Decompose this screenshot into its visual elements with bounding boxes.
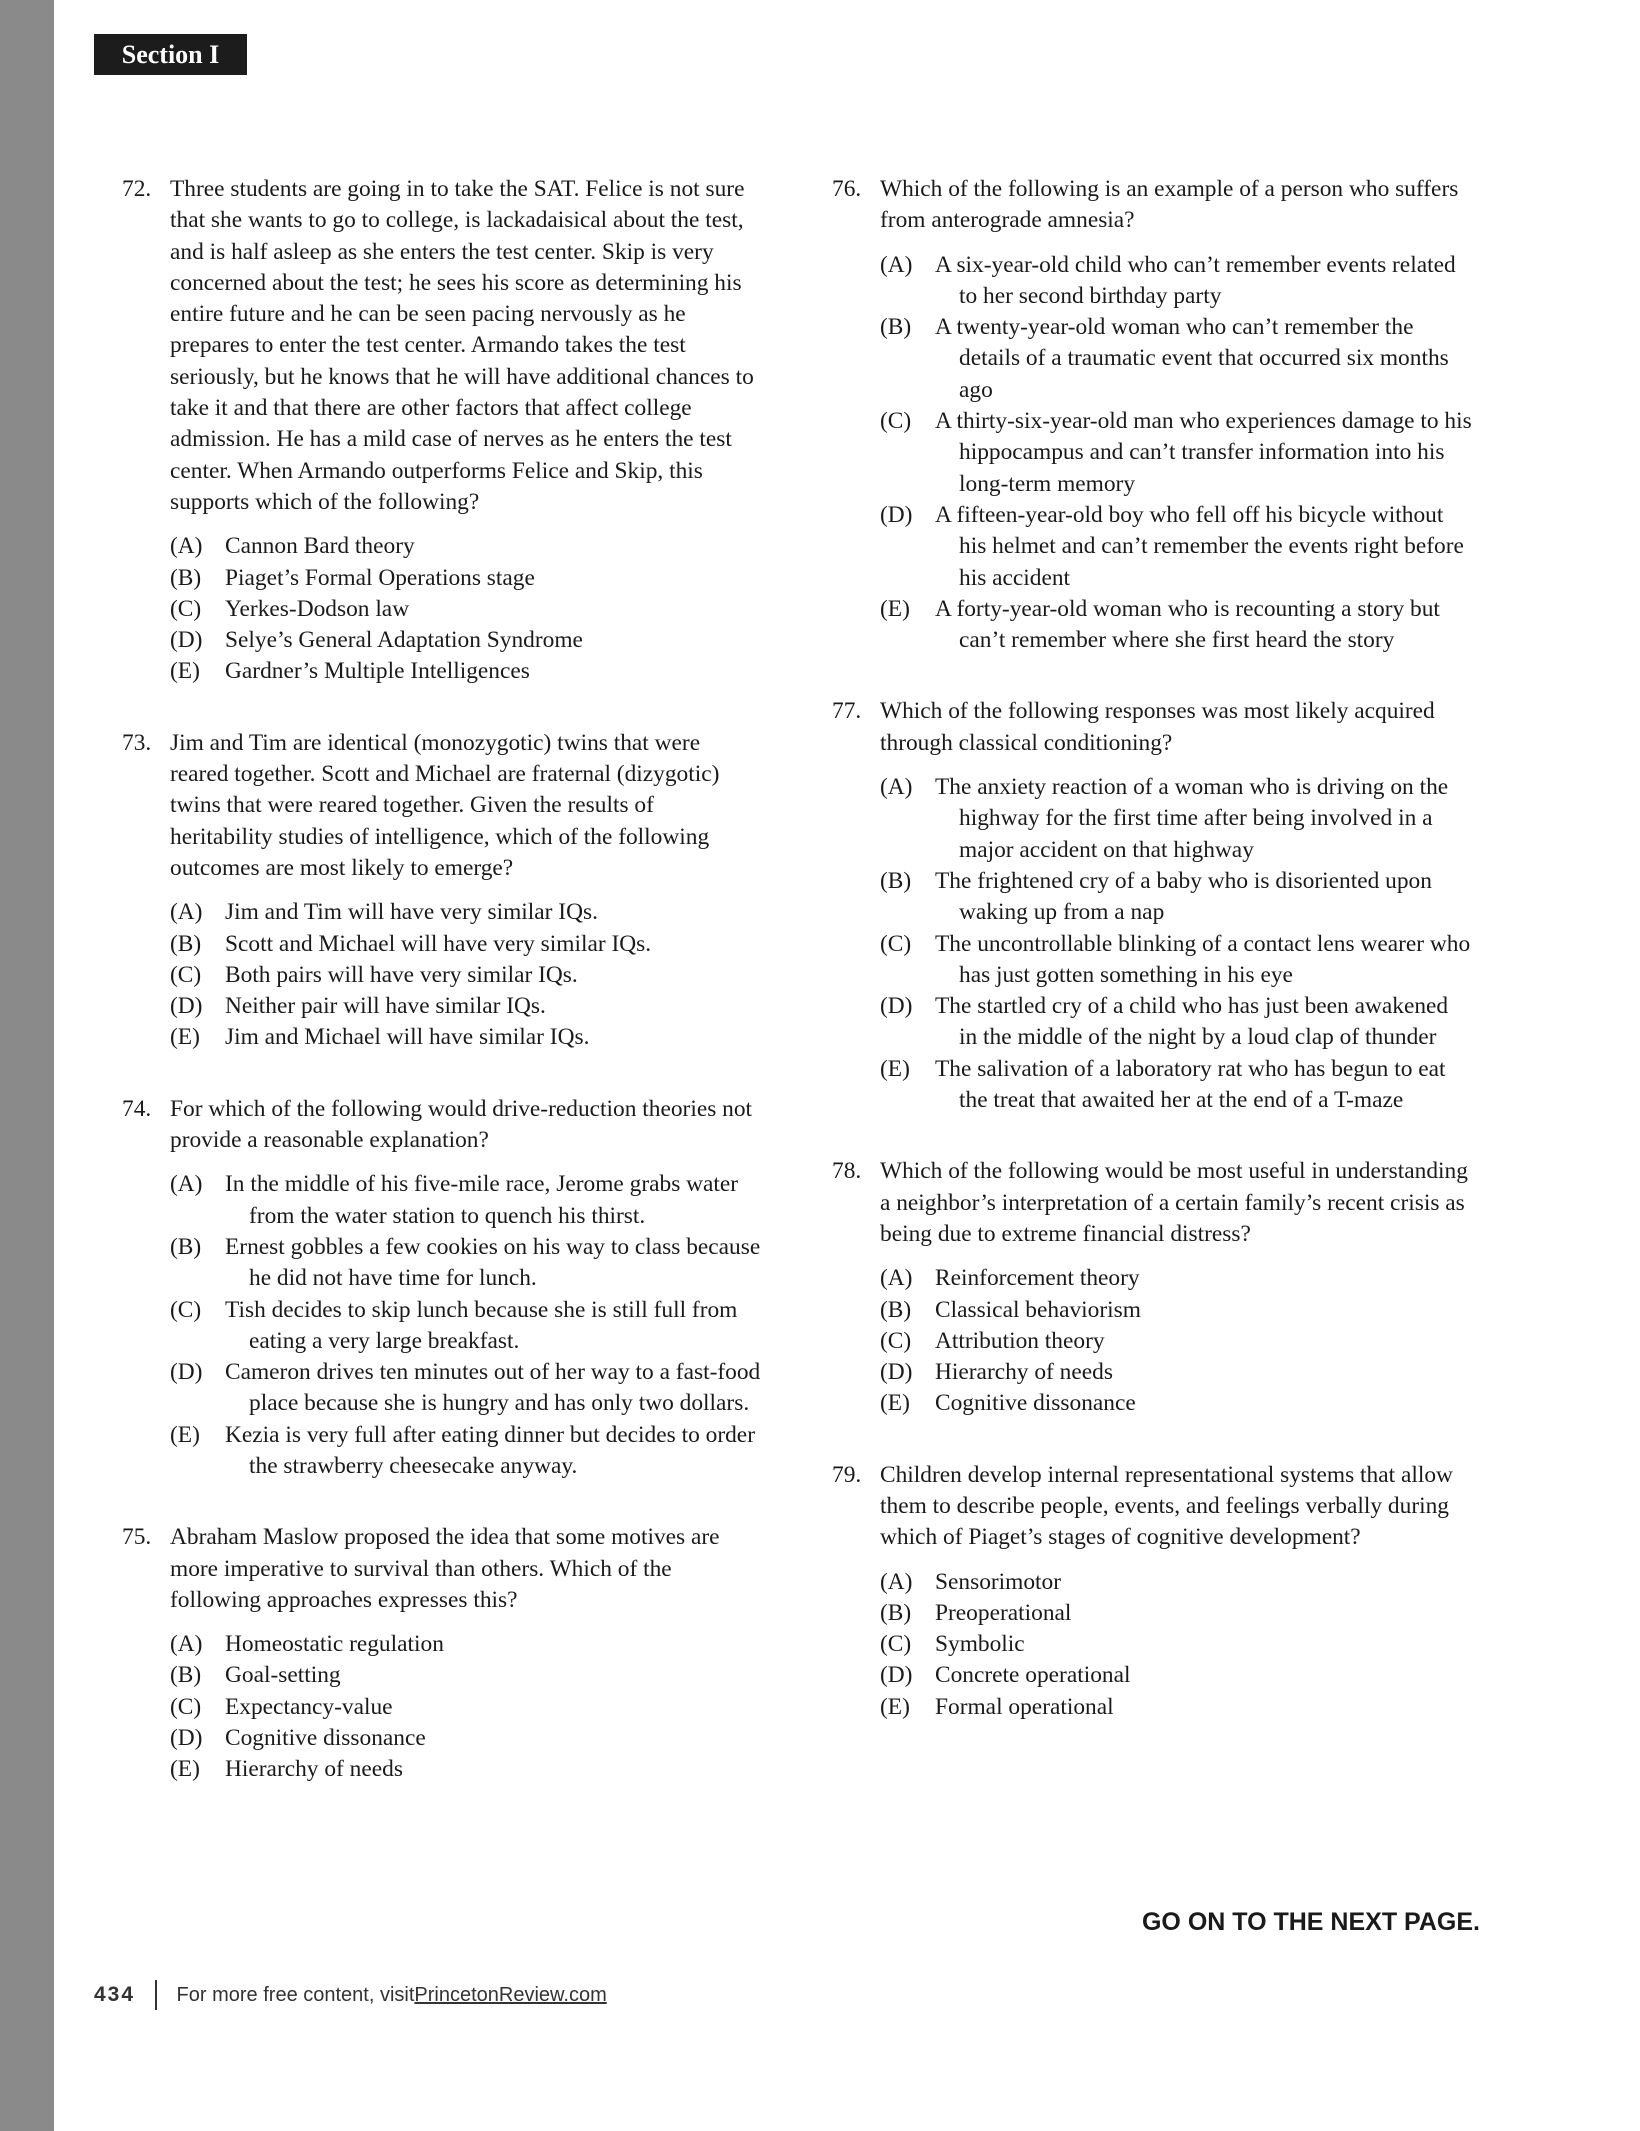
choice-letter: (B) — [170, 564, 202, 591]
answer-choice[interactable] — [170, 1357, 762, 1420]
choice-text: Attribution theory — [935, 1327, 1105, 1354]
answer-choices — [170, 1629, 762, 1785]
choice-letter: (B) — [880, 1599, 912, 1626]
choice-letter: (D) — [170, 993, 203, 1020]
right-column — [832, 174, 1472, 1763]
answer-choice[interactable] — [880, 1598, 1472, 1629]
choice-text: The uncontrollable blinking of a contact lens wearer who has just gotten something in his eye — [935, 930, 1471, 988]
choice-text: Goal-setting — [225, 1662, 341, 1689]
choice-letter: (B) — [170, 1233, 202, 1260]
choice-letter: (C) — [170, 1296, 202, 1323]
choice-letter: (A) — [170, 899, 203, 926]
question-79 — [832, 1460, 1472, 1723]
choice-text: Scott and Michael will have very similar IQs. — [225, 930, 652, 957]
choice-letter: (D) — [880, 1662, 913, 1689]
answer-choice[interactable] — [880, 406, 1472, 500]
question-stem: Which of the following would be most useful in understanding a neighbor’s interpretation of a certain family’s recent crisis as being due to extreme financial distress? — [880, 1158, 1468, 1247]
choice-text: Both pairs will have very similar IQs. — [225, 961, 578, 988]
choice-letter: (A) — [170, 533, 203, 560]
choice-letter: (D) — [170, 1359, 203, 1386]
choice-letter: (E) — [880, 1693, 910, 1720]
choice-text: A forty-year-old woman who is recounting a story but can’t remember where she first heard the story — [935, 595, 1440, 654]
choice-letter: (B) — [880, 1296, 912, 1323]
page-number: 434 — [94, 1983, 136, 2006]
question-stem: Jim and Tim are identical (monozygotic) twins that were reared together. Scott and Michael are fraternal (dizygotic) twins that were reared together. Given the results of heritability studies of intelligence, which of the following outcomes are most likely to emerge? — [170, 729, 720, 881]
choice-text: Jim and Tim will have very similar IQs. — [225, 899, 598, 926]
answer-choices — [170, 1169, 762, 1482]
question-73 — [122, 728, 762, 1054]
answer-choice[interactable] — [170, 991, 762, 1022]
choice-letter: (E) — [880, 1390, 910, 1417]
question-75 — [122, 1522, 762, 1785]
choice-text: The startled cry of a child who has just been awakened in the middle of the night by a loud clap of thunder — [935, 993, 1449, 1051]
answer-choice[interactable] — [880, 1567, 1472, 1598]
answer-choice[interactable] — [170, 1660, 762, 1691]
choice-text: Cannon Bard theory — [225, 533, 415, 560]
answer-choice[interactable] — [880, 866, 1472, 929]
answer-choice[interactable] — [170, 897, 762, 928]
answer-choice[interactable] — [880, 1660, 1472, 1691]
answer-choice[interactable] — [880, 500, 1472, 594]
answer-choice[interactable] — [170, 1754, 762, 1785]
answer-choice[interactable] — [170, 1420, 762, 1483]
choice-text: A twenty-year-old woman who can’t remember the details of a traumatic event that occurred six months ago — [935, 314, 1449, 403]
answer-choice[interactable] — [170, 929, 762, 960]
choice-text: A six-year-old child who can’t remember events related to her second birthday party — [935, 251, 1456, 309]
side-margin-bar — [0, 0, 54, 2131]
footer-text: For more free content, visit — [176, 1983, 415, 2006]
answer-choices — [170, 897, 762, 1053]
choice-letter: (D) — [880, 993, 913, 1020]
question-number: 76. — [832, 176, 862, 202]
answer-choice[interactable] — [880, 312, 1472, 406]
choice-letter: (B) — [170, 1662, 202, 1689]
choice-text: The anxiety reaction of a woman who is driving on the highway for the first time after being involved in a major accident on that highway — [935, 774, 1449, 863]
choice-letter: (C) — [170, 961, 202, 988]
choice-text: Kezia is very full after eating dinner but decides to order the strawberry cheesecake anyway. — [225, 1421, 755, 1479]
answer-choice[interactable] — [170, 594, 762, 625]
question-stem: Which of the following is an example of a person who suffers from anterograde amnesia? — [880, 176, 1459, 234]
choice-text: Classical behaviorism — [935, 1296, 1141, 1323]
choice-text: Selye’s General Adaptation Syndrome — [225, 627, 583, 654]
choice-text: Expectancy-value — [225, 1693, 393, 1720]
choice-text: Jim and Michael will have similar IQs. — [225, 1024, 590, 1051]
choice-text: Reinforcement theory — [935, 1265, 1140, 1292]
choice-letter: (A) — [170, 1171, 203, 1198]
question-72 — [122, 174, 762, 688]
question-74 — [122, 1094, 762, 1483]
answer-choice[interactable] — [170, 1169, 762, 1232]
question-number: 77. — [832, 698, 862, 725]
choice-letter: (E) — [170, 1421, 200, 1448]
question-76 — [832, 174, 1472, 656]
choice-letter: (E) — [170, 1756, 200, 1783]
question-stem: Children develop internal representational systems that allow them to describe people, events, and feelings verbally during which of Piaget’s stages of cognitive development? — [880, 1461, 1453, 1551]
choice-text: A thirty-six-year-old man who experiences damage to his hippocampus and can’t transfer information into his long-term memory — [935, 408, 1472, 497]
footer-link[interactable]: PrincetonReview.com — [414, 1983, 607, 2006]
choice-letter: (C) — [880, 1327, 912, 1354]
answer-choice[interactable] — [880, 1388, 1472, 1419]
question-77 — [832, 696, 1472, 1116]
choice-letter: (A) — [170, 1631, 203, 1658]
choice-text: Formal operational — [935, 1693, 1114, 1720]
answer-choice[interactable] — [880, 929, 1472, 992]
answer-choice[interactable] — [880, 1629, 1472, 1660]
answer-choice[interactable] — [170, 531, 762, 562]
question-number: 75. — [122, 1524, 152, 1551]
choice-text: In the middle of his five-mile race, Jerome grabs water from the water station to quench his thirst. — [225, 1171, 739, 1229]
answer-choice[interactable] — [170, 960, 762, 991]
choice-text: Neither pair will have similar IQs. — [225, 993, 546, 1020]
answer-choice[interactable] — [880, 991, 1472, 1054]
answer-choices — [170, 531, 762, 687]
answer-choice[interactable] — [170, 1295, 762, 1358]
choice-letter: (B) — [170, 930, 202, 957]
question-stem: Abraham Maslow proposed the idea that some motives are more imperative to survival than others. Which of the following approaches expresses this? — [170, 1524, 720, 1613]
choice-text: Concrete operational — [935, 1662, 1131, 1689]
answer-choices — [880, 1567, 1472, 1723]
answer-choice[interactable] — [880, 1692, 1472, 1723]
go-on-next-page: GO ON TO THE NEXT PAGE. — [1141, 1908, 1480, 1936]
choice-text: Cognitive dissonance — [935, 1390, 1136, 1417]
answer-choice[interactable] — [880, 1295, 1472, 1326]
choice-letter: (E) — [880, 595, 910, 622]
choice-letter: (E) — [170, 1024, 200, 1051]
choice-text: Tish decides to skip lunch because she is still full from eating a very large breakfast. — [225, 1296, 738, 1354]
question-number: 74. — [122, 1095, 152, 1122]
question-78 — [832, 1156, 1472, 1419]
choice-letter: (C) — [170, 595, 202, 622]
answer-choice[interactable] — [170, 625, 762, 656]
choice-text: Preoperational — [935, 1599, 1072, 1626]
choice-letter: (B) — [880, 314, 912, 341]
choice-text: The frightened cry of a baby who is disoriented upon waking up from a nap — [935, 867, 1432, 926]
answer-choices — [880, 1263, 1472, 1419]
choice-letter: (A) — [880, 1568, 913, 1595]
choice-letter: (D) — [170, 627, 203, 654]
answer-choices — [880, 772, 1472, 1116]
question-stem: For which of the following would drive-reduction theories not provide a reasonable explanation? — [170, 1095, 753, 1154]
answer-choice[interactable] — [170, 1232, 762, 1295]
choice-letter: (C) — [880, 930, 912, 957]
choice-text: Hierarchy of needs — [935, 1359, 1113, 1386]
answer-choice[interactable] — [880, 772, 1472, 866]
choice-letter: (A) — [880, 774, 913, 801]
answer-choice[interactable] — [880, 1326, 1472, 1357]
choice-text: Hierarchy of needs — [225, 1756, 403, 1783]
answer-choice[interactable] — [880, 250, 1472, 313]
answer-choice[interactable] — [880, 1263, 1472, 1294]
page-footer — [94, 1978, 607, 2012]
choice-letter: (D) — [880, 1359, 913, 1386]
answer-choice[interactable] — [170, 1723, 762, 1754]
answer-choice[interactable] — [170, 1629, 762, 1660]
question-number: 78. — [832, 1158, 862, 1185]
answer-choice[interactable] — [170, 563, 762, 594]
answer-choice[interactable] — [170, 656, 762, 687]
choice-text: Piaget’s Formal Operations stage — [225, 564, 535, 591]
answer-choices — [880, 250, 1472, 657]
choice-text: A fifteen-year-old boy who fell off his bicycle without his helmet and can’t remember the events right before his accident — [935, 501, 1464, 591]
choice-text: Ernest gobbles a few cookies on his way to class because he did not have time for lunch. — [225, 1233, 761, 1292]
left-column — [122, 174, 762, 1826]
choice-text: Yerkes-Dodson law — [225, 595, 410, 622]
choice-letter: (D) — [170, 1725, 203, 1752]
choice-letter: (D) — [880, 501, 913, 528]
choice-text: Cognitive dissonance — [225, 1725, 426, 1752]
choice-text: Symbolic — [935, 1631, 1025, 1658]
choice-text: Cameron drives ten minutes out of her way to a fast-food place because she is hungry and has only two dollars. — [225, 1359, 761, 1417]
question-number: 72. — [122, 176, 152, 202]
choice-letter: (C) — [170, 1693, 202, 1720]
answer-choice[interactable] — [880, 1357, 1472, 1388]
choice-text: Gardner’s Multiple Intelligences — [225, 658, 530, 685]
answer-choice[interactable] — [880, 594, 1472, 657]
question-stem: Which of the following responses was most likely acquired through classical conditioning? — [880, 698, 1435, 756]
answer-choice[interactable] — [170, 1692, 762, 1723]
choice-letter: (A) — [880, 1265, 913, 1292]
choice-letter: (E) — [170, 658, 200, 685]
answer-choice[interactable] — [170, 1022, 762, 1053]
choice-letter: (B) — [880, 867, 912, 894]
question-stem: Three students are going in to take the SAT. Felice is not sure that she wants to go to college, is lackadaisical about the test, and is half asleep as she enters the test center. Skip is very concerned about the test; he sees his score as determining his entire future and he can be seen pacing nervously as he prepares to enter the test center. Armando takes the test seriously, but he knows that he will have additional chances to take it and that there are other factors that affect college admission. He has a mild case of nerves as he enters the test center. When Armando outperforms Felice and Skip, this supports which of the following? — [170, 176, 754, 515]
choice-letter: (E) — [880, 1055, 910, 1082]
choice-text: Homeostatic regulation — [225, 1631, 444, 1658]
footer-divider — [155, 1980, 157, 2010]
question-number: 79. — [832, 1461, 862, 1488]
choice-letter: (A) — [880, 251, 913, 278]
choice-text: The salivation of a laboratory rat who has begun to eat the treat that awaited her at the end of a T-maze — [935, 1055, 1446, 1114]
question-number: 73. — [122, 729, 152, 756]
choice-letter: (C) — [880, 1631, 912, 1658]
choice-letter: (C) — [880, 408, 912, 435]
answer-choice[interactable] — [880, 1054, 1472, 1117]
section-label: Section I — [94, 34, 247, 75]
choice-text: Sensorimotor — [935, 1568, 1062, 1595]
